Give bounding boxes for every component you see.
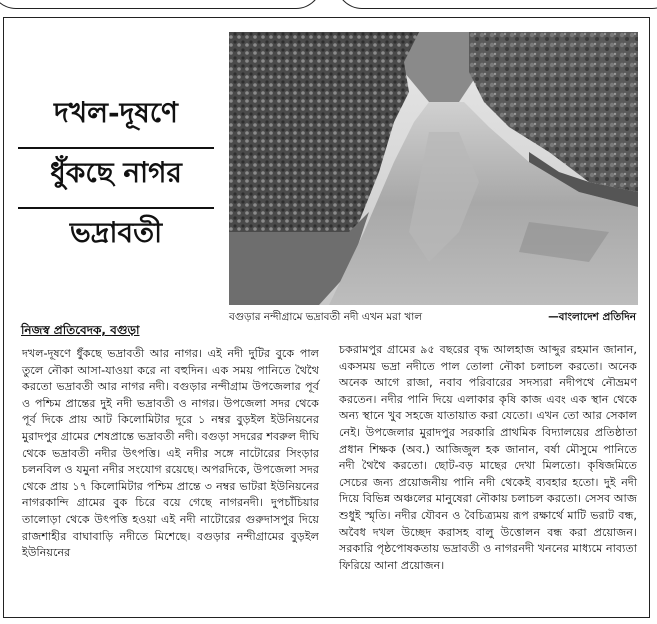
top-tab-border-right [336, 0, 657, 9]
article-column-left [22, 346, 319, 562]
headline-line-1: দখল-দূষণে [54, 96, 178, 129]
river-photo [229, 32, 638, 305]
photo-credit: —বাংলাদেশ প্রতিদিন [548, 311, 636, 323]
caption-text: বগুড়ার নন্দীগ্রামে ভদ্রাবতী নদী এখন মরা খাল [229, 311, 423, 323]
article-text-right: চকরামপুর গ্রামের ৯৫ বছরের বৃদ্ধ আলহাজ আব্দুর রহমান জানান, একসময় ভদ্রা নদীতে পাল তোলা নৌকা চলাচল করতো। অনেক অনেক আগে রাজা, নবাব পরিবারের সদস্যরা নদীপথে নৌভ্রমণ করতেন। নদীর পানি দিয়ে এলাকার কৃষি কাজ এবং এক স্থান থেকে অন্য স্থানে খুব সহজে যাতায়াত করা যেতো। এখন তো আর সেকাল নেই। উপজেলার মুরাদপুর সরকারি প্রাথমিক বিদ্যালয়ের প্রতিষ্ঠাতা প্রধান শিক্ষক (অব.) আজিজুল হক জানান, বর্ষা মৌসুমে পানিতে নদী থৈথৈ করতো। ছোট-বড় মাছের দেখা মিলতো। কৃষিজমিতে সেচের জন্য প্রয়োজনীয় পানি নদী থেকেই ব্যবহার হতো। দুই নদী দিয়ে বিভিন্ন অঞ্চলের মানুষেরা নৌকায় চলাচল করতো। সেসব আজ শুধুই স্মৃতি। নদীর যৌবন ও বৈচিত্র্যময় রূপ রক্ষার্থে মাটি ভরাট বন্ধ, অবৈধ দখল উচ্ছেদ করাসহ বালু উত্তোলন বন্ধ করা প্রয়োজন। সরকারি পৃষ্ঠপোষকতায় ভদ্রাবতী ও নাগরনদী খননের মাধ্যমে নাব্যতা ফিরিয়ে আনা প্রয়োজন। [339, 343, 637, 572]
headline-divider [18, 147, 214, 149]
headline-line-3: ভদ্রাবতী [69, 216, 163, 249]
headline-line-2: ধুঁকছে নাগর [50, 156, 182, 189]
headline [18, 85, 214, 265]
article-text-left: দখল-দূষণে ধুঁকছে ভদ্রাবতী আর নাগর। এই নদী দুটির বুকে পাল তুলে নৌকা আসা-যাওয়া করে না বহুদিন। এক সময় পানিতে থৈথৈ করতো ভদ্রাবতী আর নাগর নদী। বগুড়ার নন্দীগ্রাম উপজেলার পূর্ব ও পশ্চিম প্রান্তের দুই নদী ভদ্রাবতী ও নাগর। উপজেলা সদর থেকে পূর্ব দিকে প্রায় আট কিলোমিটার দূরে ১ নম্বর বুড়ইল ইউনিয়নের মুরাদপুর গ্রামের শেষপ্রান্তে ভদ্রাবতী নদী। বগুড়া সদরের শবরুল দীঘি থেকে ভদ্রাবতী নদীর উৎপত্তি। এই নদীর সঙ্গে নাটোরের সিংড়ার চলনবিল ও যমুনা নদীর সংযোগ রয়েছে। অপরদিকে, উপজেলা সদর থেকে প্রায় ১৭ কিলোমিটার পশ্চিম প্রান্তে ৩ নম্বর ভাটরা ইউনিয়নের নাগরকান্দি গ্রামের বুক চিরে বয়ে গেছে নাগরনদী। দুপচাঁচিয়ার তালোড়া থেকে উৎপত্তি হওয়া এই নদী নাটোরের গুরুদাসপুর দিয়ে রাজশাহীর বাঘাবাড়ি নদীতে মিশেছে। বগুড়ার নন্দীগ্রামের বুড়ইল ইউনিয়নের [22, 347, 319, 560]
article-column-right [339, 342, 637, 574]
byline: নিজস্ব প্রতিবেদক, বগুড়া [21, 323, 140, 337]
top-tab-border-left [0, 0, 322, 9]
headline-divider [18, 207, 214, 209]
photo-caption [229, 310, 638, 326]
